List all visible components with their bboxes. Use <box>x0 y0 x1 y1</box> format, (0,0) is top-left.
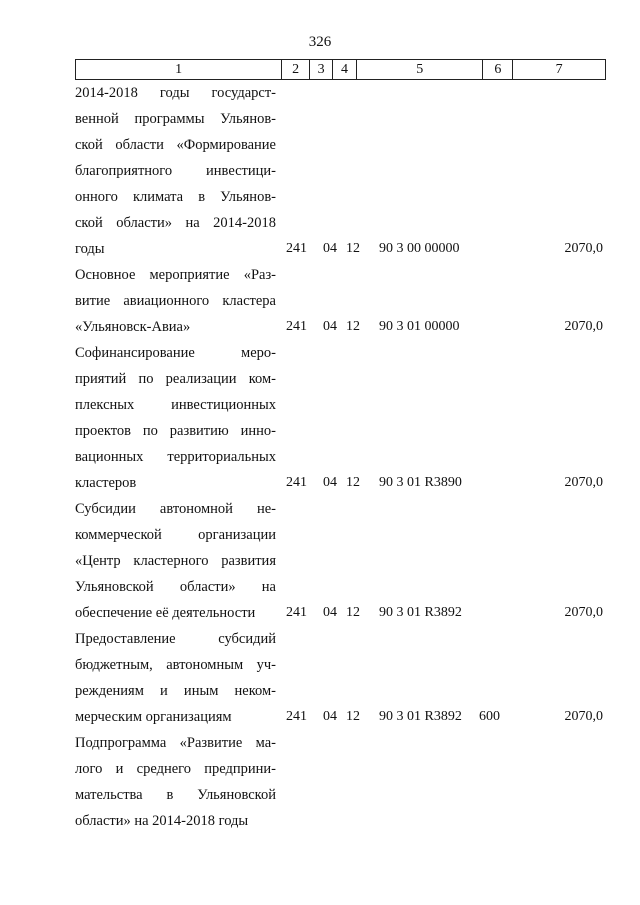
cell-subsection: 12 <box>346 475 360 490</box>
header-col-4: 4 <box>333 60 357 79</box>
description-line: проектов по развитию инно- <box>75 423 276 439</box>
description-line: венной программы Ульянов- <box>75 111 276 127</box>
cell-expense-type: 600 <box>479 709 500 724</box>
cell-subsection: 12 <box>346 241 360 256</box>
table-row <box>75 730 606 834</box>
row-codes <box>75 600 606 626</box>
description-line: бюджетным, автономным уч- <box>75 657 276 673</box>
description-line: обеспечение её деятельности <box>75 605 256 621</box>
description-line: кластеров <box>75 475 137 491</box>
description-line: Субсидии автономной не- <box>75 501 276 517</box>
table-row <box>75 80 606 262</box>
description-line: вационных территориальных <box>75 449 276 465</box>
row-description <box>75 80 276 262</box>
cell-subsection: 12 <box>346 319 360 334</box>
description-line: витие авиационного кластера <box>75 293 276 309</box>
header-col-7: 7 <box>555 61 563 77</box>
cell-section: 04 <box>323 319 337 334</box>
cell-grbs: 241 <box>286 319 307 334</box>
description-line: ской области» на 2014-2018 <box>75 215 276 231</box>
description-line: Ульяновской области» на <box>75 579 276 595</box>
cell-amount: 2070,0 <box>564 241 603 256</box>
description-line: Основное мероприятие «Раз- <box>75 267 276 283</box>
cell-grbs: 241 <box>286 241 307 256</box>
description-line: благоприятного инвестици- <box>75 163 276 179</box>
description-line: мерческим организациям <box>75 709 232 725</box>
cell-subsection: 12 <box>346 709 360 724</box>
description-line: Подпрограмма «Развитие ма- <box>75 735 276 751</box>
row-codes <box>75 470 606 496</box>
cell-amount: 2070,0 <box>564 709 603 724</box>
description-line: «Центр кластерного развития <box>75 553 276 569</box>
row-codes <box>75 314 606 340</box>
description-line: онного климата в Ульянов- <box>75 189 276 205</box>
row-codes <box>75 808 606 834</box>
table-row <box>75 340 606 496</box>
description-line: плексных инвестиционных <box>75 397 276 413</box>
header-col-6: 6 <box>483 60 513 79</box>
cell-grbs: 241 <box>286 709 307 724</box>
description-line: Предоставление субсидий <box>75 631 276 647</box>
cell-target-article: 90 3 01 00000 <box>379 319 460 334</box>
description-line: Софинансирование меро- <box>75 345 276 361</box>
cell-subsection: 12 <box>346 605 360 620</box>
cell-target-article: 90 3 01 R3892 <box>379 709 462 724</box>
cell-amount: 2070,0 <box>564 475 603 490</box>
description-line: «Ульяновск-Авиа» <box>75 319 191 335</box>
cell-section: 04 <box>323 709 337 724</box>
description-line: области» на 2014-2018 годы <box>75 813 249 829</box>
row-codes <box>75 236 606 262</box>
cell-section: 04 <box>323 475 337 490</box>
description-line: годы <box>75 241 105 257</box>
cell-amount: 2070,0 <box>564 319 603 334</box>
table-row <box>75 626 606 730</box>
description-line: лого и среднего предприни- <box>75 761 276 777</box>
row-codes <box>75 704 606 730</box>
header-col-2: 2 <box>282 60 310 79</box>
cell-grbs: 241 <box>286 605 307 620</box>
table-header <box>75 59 606 80</box>
header-col-1: 1 <box>76 60 282 79</box>
header-col-3: 3 <box>310 60 333 79</box>
cell-grbs: 241 <box>286 475 307 490</box>
description-line: ской области «Формирование <box>75 137 276 153</box>
description-line: мательства в Ульяновской <box>75 787 276 803</box>
cell-target-article: 90 3 00 00000 <box>379 241 460 256</box>
cell-amount: 2070,0 <box>564 605 603 620</box>
cell-target-article: 90 3 01 R3890 <box>379 475 462 490</box>
cell-target-article: 90 3 01 R3892 <box>379 605 462 620</box>
table-row <box>75 262 606 340</box>
cell-section: 04 <box>323 241 337 256</box>
description-line: реждениям и иным неком- <box>75 683 276 699</box>
cell-section: 04 <box>323 605 337 620</box>
description-line: коммерческой организации <box>75 527 276 543</box>
header-col-5: 5 <box>357 60 484 79</box>
page-number: 326 <box>308 34 332 50</box>
description-line: 2014-2018 годы государст- <box>75 85 276 101</box>
table-row <box>75 496 606 626</box>
description-line: приятий по реализации ком- <box>75 371 276 387</box>
